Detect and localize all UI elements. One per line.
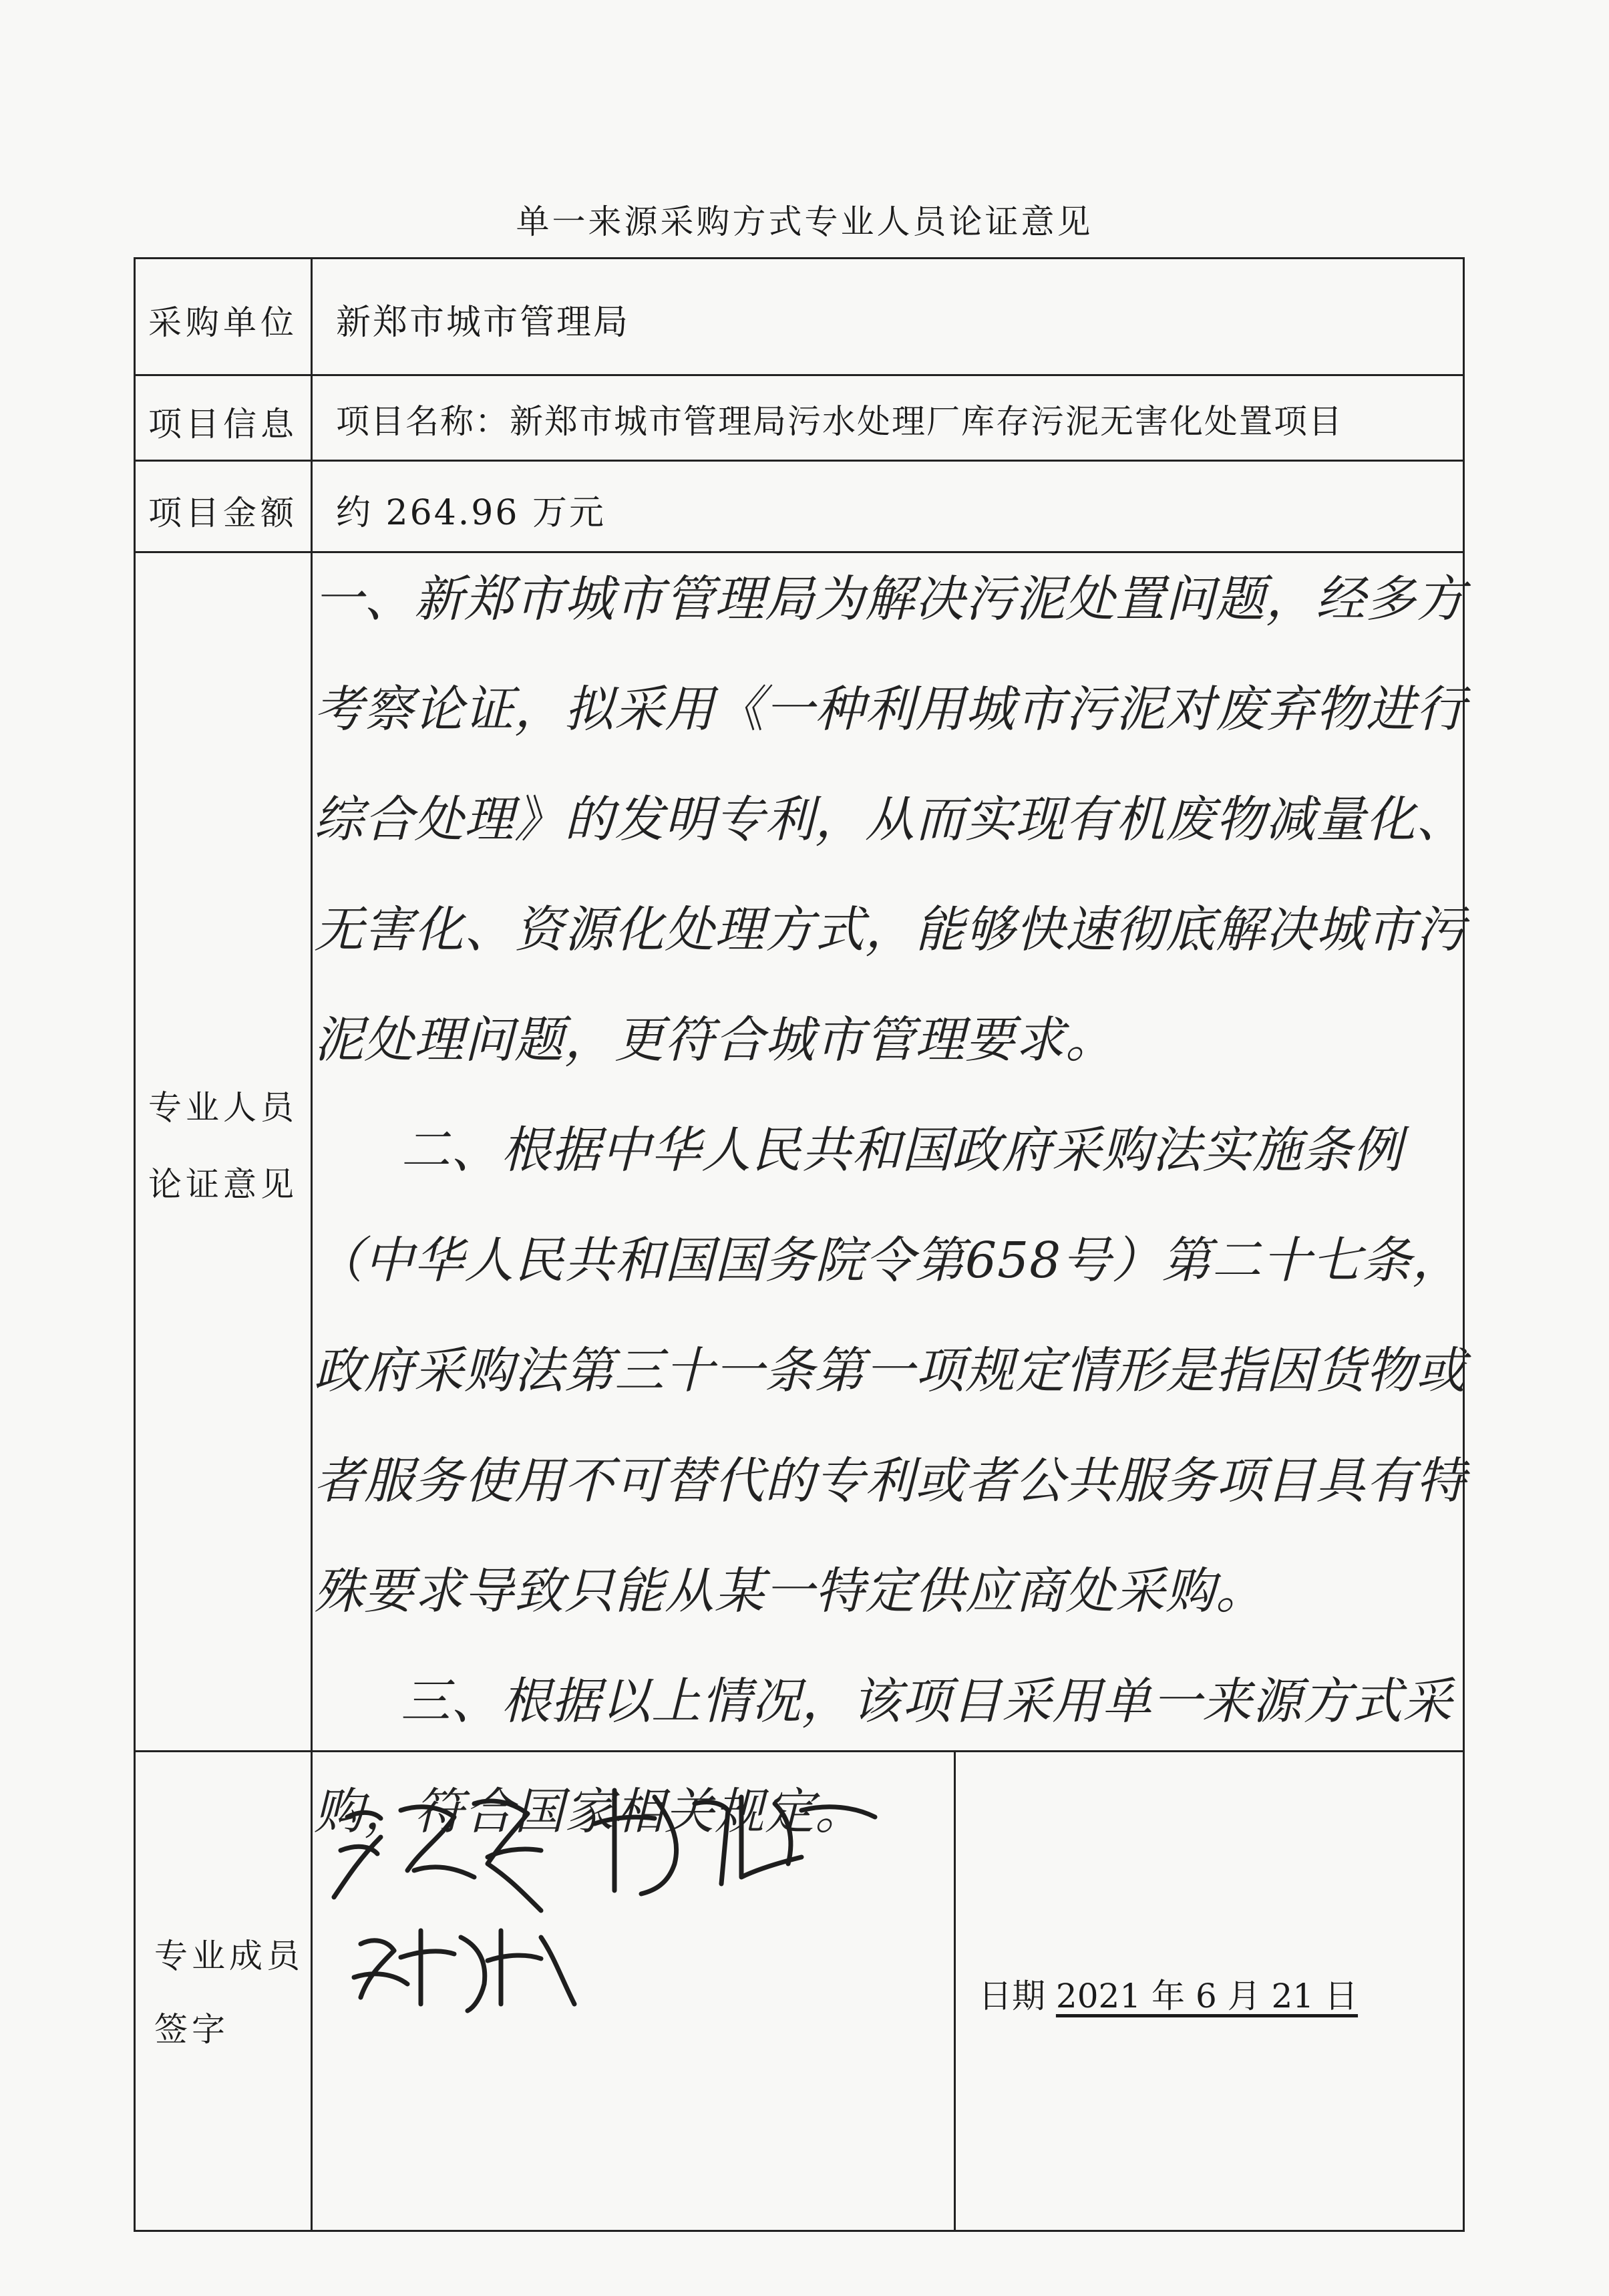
amount-label: 项目金额 bbox=[148, 494, 298, 532]
row-divider bbox=[136, 460, 1463, 462]
project-info-value: 项目名称：新郑市城市管理局污水处理厂库存污泥无害化处置项目 bbox=[336, 402, 1343, 441]
project-info-label: 项目信息 bbox=[148, 405, 298, 444]
amount-value: 约 264.96 万元 bbox=[336, 493, 606, 533]
purchaser-value: 新郑市城市管理局 bbox=[336, 303, 631, 343]
opinion-paragraph-1: 一、新郑市城市管理局为解决污泥处置问题，经多方考察论证，拟采用《一种利用城市污泥对废弃物进行综合处理》的发明专利，从而实现有机废物减量化、无害化、资源化处理方式，能够快速彻底解决城市污泥处理问题，更符合城市管理要求。 bbox=[314, 570, 1466, 1069]
date-prefix: 日期 bbox=[978, 1977, 1045, 2015]
purchaser-label: 采购单位 bbox=[148, 303, 298, 342]
signature-label-line2: 签字 bbox=[154, 2010, 229, 2049]
signature-2 bbox=[594, 1790, 875, 1894]
date-value: 2021 年 6 月 21 日 bbox=[1055, 1977, 1359, 2015]
signature-label-line1: 专业成员 bbox=[154, 1937, 304, 1975]
signature-1 bbox=[334, 1801, 541, 1911]
opinion-label-line1: 专业人员 bbox=[148, 1088, 298, 1127]
column-divider bbox=[311, 259, 313, 2232]
opinion-label-line2: 论证意见 bbox=[148, 1165, 298, 1204]
form-title: 单一来源采购方式专业人员论证意见 bbox=[516, 202, 1093, 241]
opinion-paragraph-2: 二、根据中华人民共和国政府采购法实施条例（中华人民共和国国务院令第658号）第二十七条，政府采购法第三十一条第一项规定情形是指因货物或者服务使用不可替代的专利或者公共服务项目具有特殊要求导致只能从某一特定供应商处采购。 bbox=[314, 1122, 1466, 1620]
member-signatures bbox=[321, 1777, 1055, 2031]
row-divider bbox=[136, 374, 1463, 376]
opinion-paragraph-3: 三、根据以上情况，该项目采用单一来源方式采购，符合国家相关规定。 bbox=[314, 1673, 1453, 1840]
opinion-text bbox=[314, 544, 1476, 1867]
signature-3 bbox=[354, 1931, 574, 2011]
